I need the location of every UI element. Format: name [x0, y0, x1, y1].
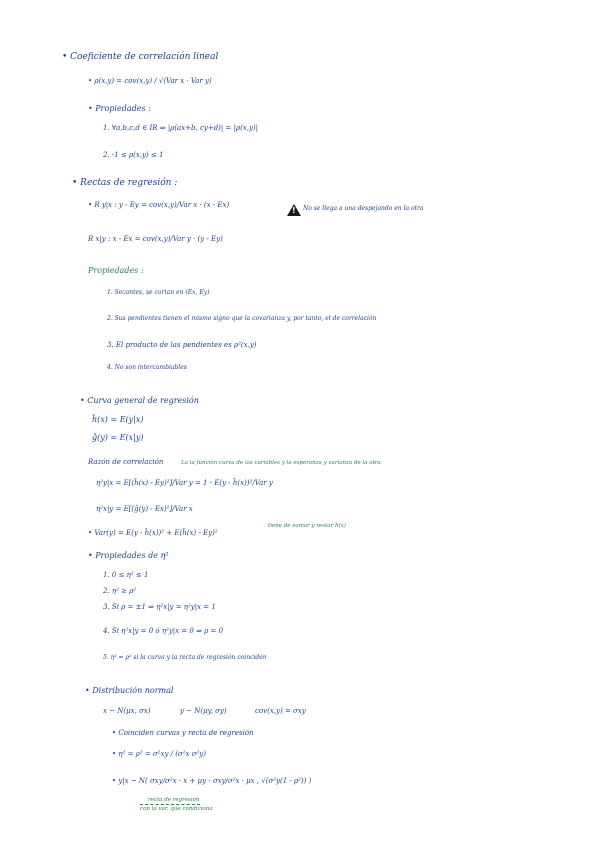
eta-property-1: 1. 0 ≤ η² ≤ 1 [103, 571, 149, 579]
regression-properties-title: Propiedades : [88, 266, 144, 275]
section-title-normal-distribution: • Distribución normal [85, 686, 174, 695]
distribution-y: y ~ N(μy, σy) [180, 707, 227, 715]
regression-line-yx: • R y|x : y - Ey = cov(x,y)/Var x · (x - Ex) [88, 201, 230, 209]
covariance-definition: cov(x,y) = σxy [255, 707, 306, 715]
eta-xy-formula: η²x|y = E[(ĝ(y) - Ex)²]/Var x [96, 505, 193, 513]
eta-property-4: 4. Si η²x|y = 0 ó η²y|x = 0 ⇒ ρ = 0 [103, 627, 224, 635]
correlation-ratio-label: Razón de correlación [88, 458, 164, 466]
section-title-regression-curve: • Curva general de regresión [80, 396, 199, 405]
correlation-formula: • ρ(x,y) = cov(x,y) / √(Var x · Var y) [88, 77, 212, 85]
correlation-properties-title: • Propiedades : [88, 104, 151, 113]
regression-property-3: 3. El producto de las pendientes es ρ²(x,y) [107, 341, 257, 349]
variance-decomposition: • Var(y) = E(y - ĥ(x))² + E(ĥ(x) - Ey)² [88, 529, 218, 537]
condition-note: con la var. que condiciona [140, 806, 213, 812]
normal-eta-formula: • η² = ρ² = σ²xy / (σ²x σ²y) [112, 750, 206, 758]
correlation-property-2: 2. -1 ≤ ρ(x,y) ≤ 1 [103, 151, 164, 159]
coincide-statement: • Coinciden curvas y recta de regresión [112, 729, 254, 737]
eta-yx-formula: η²y|x = E[(ĥ(x) - Ey)²]/Var y = 1 - E(y - ĥ(x))²/Var y [96, 479, 273, 487]
curve-h-definition: ĥ(x) = E(y|x) [92, 415, 144, 424]
eta-property-5: 5. η² = ρ² si la curva y la recta de regresión coinciden [103, 654, 267, 661]
section-title-correlation: • Coeficiente de correlación lineal [62, 52, 219, 62]
regression-property-4: 4. No son intercambiables [107, 364, 187, 371]
regression-note: recta de regresión [148, 797, 200, 803]
section-title-regression-lines: • Rectas de regresión : [72, 178, 178, 188]
curve-g-definition: ĝ(y) = E(x|y) [92, 433, 144, 442]
variance-note: tiene de sumar y restar ĥ(x) [268, 523, 346, 529]
warning-icon [287, 204, 301, 216]
eta-properties-title: • Propiedades de η² [88, 551, 169, 560]
regression-line-xy: R x|y : x - Ex = cov(x,y)/Var y · (y - Ey) [88, 235, 223, 243]
correlation-ratio-description: La la función curva de las variables y la esperanza y varianza de la otra [181, 460, 381, 466]
regression-property-1: 1. Secantes, se cortan en (Ex, Ey) [107, 289, 210, 296]
conditional-distribution: • y|x ~ N( σxy/σ²x · x + μy - σxy/σ²x · μx , √(σ²y(1 - ρ²)) ) [112, 777, 312, 785]
eta-property-2: 2. η² ≥ ρ² [103, 587, 137, 595]
distribution-x: x ~ N(μx, σx) [103, 707, 151, 715]
eta-property-3: 3. Si ρ = ±1 ⇒ η²x|y = η²y|x = 1 [103, 603, 216, 611]
regression-property-2: 2. Sus pendientes tienen el mismo signo que la covarianza y, por tanto, el de correlación [107, 315, 377, 322]
correlation-property-1: 1. ∀a,b,c,d ∈ IR ⇒ |ρ(ax+b, cy+d)| = |ρ(x,y)| [103, 124, 259, 132]
warning-note: No se llega a una despejando en la otra [303, 205, 424, 212]
